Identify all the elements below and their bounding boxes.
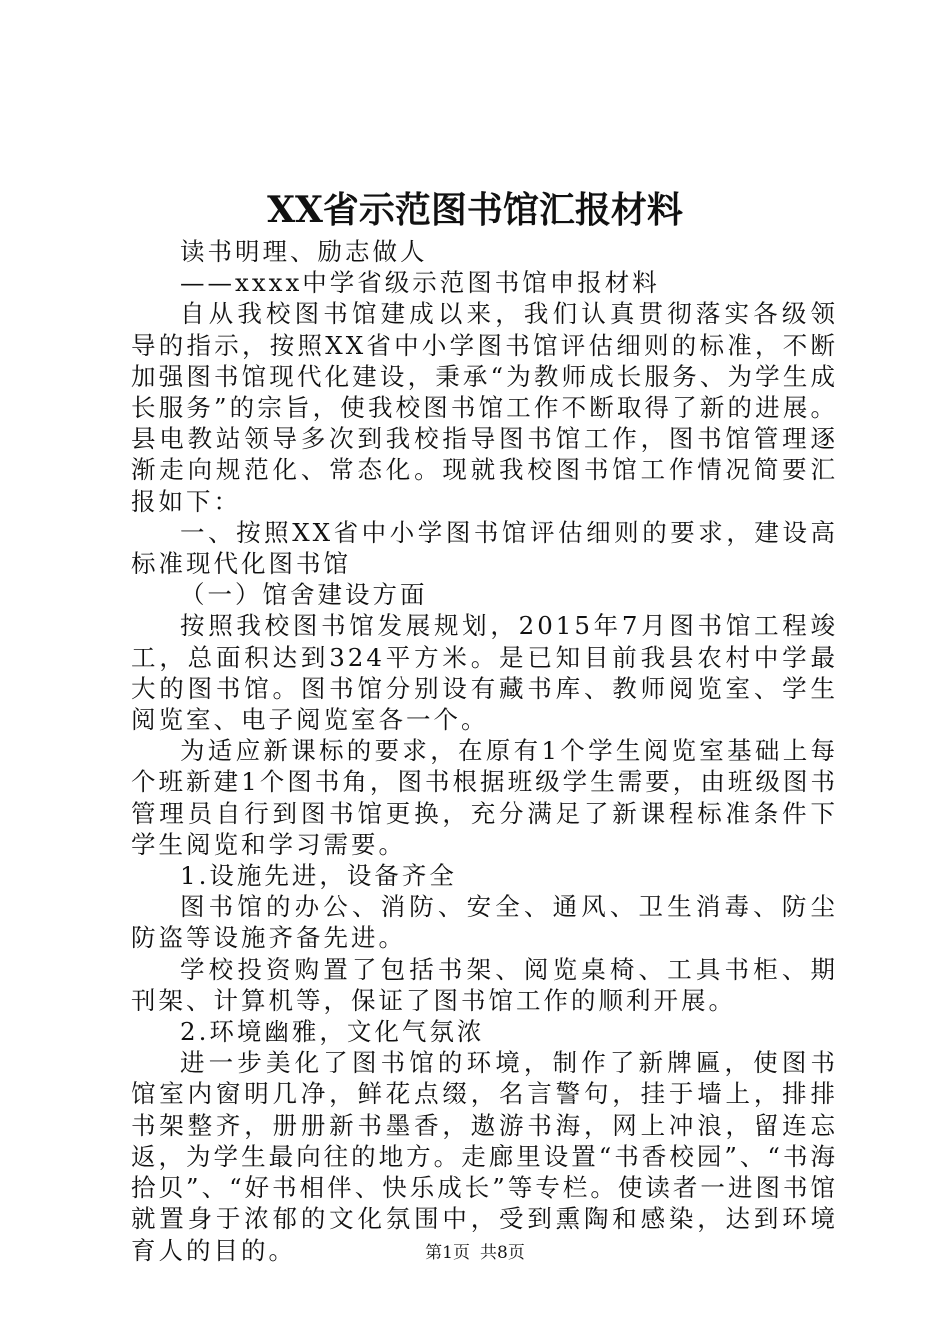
page-footer: [0, 1242, 950, 1264]
section-heading-1: 一、按照XX省中小学图书馆评估细则的要求，建设高标准现代化图书馆: [131, 517, 838, 579]
paragraph: 图书馆的办公、消防、安全、通风、卫生消毒、防尘防盗等设施齐备先进。: [131, 892, 838, 953]
item-heading-2: 2.环境幽雅，文化气氛浓: [180, 1017, 485, 1047]
subsection-heading-1: （一）馆舍建设方面: [180, 580, 428, 610]
paragraph-intro: 自从我校图书馆建成以来，我们认真贯彻落实各级领导的指示，按照XX省中小学图书馆评估细则的标准，不断加强图书馆现代化建设，秉承“为教师成长服务、为学生成长服务”的宗旨，使我校图书馆工作不断取得了新的进展。县电教站领导多次到我校指导图书馆工作，图书馆管理逐渐走向规范化、常态化。现就我校图书馆工作情况简要汇报如下：: [131, 299, 838, 516]
paragraph: 进一步美化了图书馆的环境，制作了新牌匾，使图书馆室内窗明几净，鲜花点缀，名言警句，挂于墙上，排排书架整齐，册册新书墨香，遨游书海，网上冲浪，留连忘返，为学生最向往的地方。走廊里设置“书香校园”、“书海拾贝”、“好书相伴、快乐成长”等专栏。使读者一进图书馆就置身于浓郁的文化氛围中，受到熏陶和感染，达到环境育人的目的。: [131, 1048, 838, 1265]
paragraph: 按照我校图书馆发展规划，2015年7月图书馆工程竣工，总面积达到324平方米。是已知目前我县农村中学最大的图书馆。图书馆分别设有藏书库、教师阅览室、学生阅览室、电子阅览室各一个。: [131, 611, 838, 735]
paragraph-subtitle: 读书明理、励志做人: [180, 237, 428, 266]
page-total: 共8页: [480, 1243, 525, 1263]
item-heading-1: 1.设施先进，设备齐全: [180, 861, 457, 891]
paragraph: 为适应新课标的要求，在原有1个学生阅览室基础上每个班新建1个图书角，图书根据班级学生需要，由班级图书管理员自行到图书馆更换，充分满足了新课程标准条件下学生阅览和学习需要。: [131, 736, 838, 859]
paragraph: 学校投资购置了包括书架、阅览桌椅、工具书柜、期刊架、计算机等，保证了图书馆工作的顺利开展。: [131, 954, 838, 1015]
document-title: XX省示范图书馆汇报材料: [267, 189, 683, 231]
document-body: [131, 236, 838, 1266]
page-number: 第1页: [425, 1243, 470, 1263]
paragraph-subtitle-source: ——xxxx中学省级示范图书馆申报材料: [180, 268, 660, 298]
